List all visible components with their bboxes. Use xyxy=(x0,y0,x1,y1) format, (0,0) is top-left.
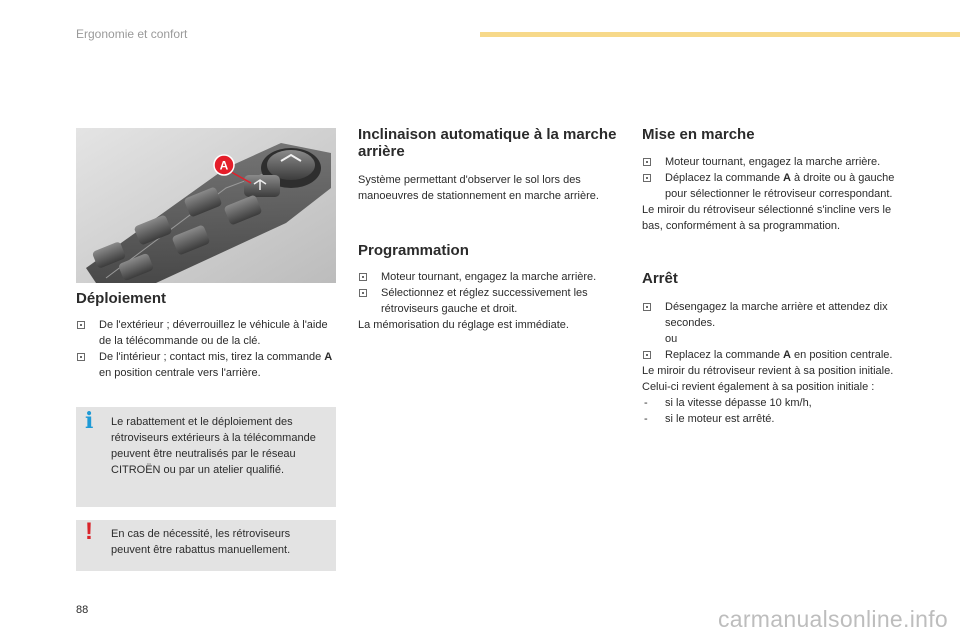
list-item: Déplacez la commande A à droite ou à gauche pour sélectionner le rétroviseur correspondant. xyxy=(642,170,904,202)
warning-note-text: En cas de nécessité, les rétroviseurs peuvent être rabattus manuellement. xyxy=(111,528,291,556)
section-title-inclinaison: Inclinaison automatique à la marche arrière xyxy=(358,126,617,160)
running-header: Ergonomie et confort xyxy=(76,27,188,41)
checkbox-bullet-icon xyxy=(77,353,85,361)
column-right xyxy=(642,126,904,427)
info-note xyxy=(76,407,336,507)
section-title-programmation: Programmation xyxy=(358,242,469,259)
checkbox-bullet-icon xyxy=(643,351,651,359)
list-item: Moteur tournant, engagez la marche arrière. xyxy=(358,269,620,285)
callout-letter: A xyxy=(219,158,229,173)
programmation-footer: La mémorisation du réglage est immédiate. xyxy=(358,319,569,331)
section-title-deploiement: Déploiement xyxy=(76,290,167,307)
checkbox-bullet-icon xyxy=(643,174,651,182)
exclamation-icon: ! xyxy=(85,518,93,545)
mirror-control-photo xyxy=(76,128,336,283)
checkbox-bullet-icon xyxy=(359,273,367,281)
page-number: 88 xyxy=(76,604,89,616)
checkbox-bullet-icon xyxy=(643,303,651,311)
dash-item: - si le moteur est arrêté. xyxy=(644,413,775,425)
list-item: De l'intérieur ; contact mis, tirez la commande A en position centrale vers l'arrière. xyxy=(76,349,336,381)
or-text: ou xyxy=(665,333,678,345)
section-title-mise-en-marche: Mise en marche xyxy=(642,126,755,143)
section-deploiement xyxy=(76,290,336,381)
dash-marker: - xyxy=(644,413,648,425)
list-item: Désengagez la marche arrière et attendez dix secondes. xyxy=(642,299,904,331)
info-icon: i xyxy=(85,408,94,434)
info-note-text: Le rabattement et le déploiement des rétroviseurs extérieurs à la télécommande peuvent être neutralisés par le réseau CITROËN ou par un atelier qualifié. xyxy=(111,416,316,476)
dash-item: - si la vitesse dépasse 10 km/h, xyxy=(644,397,812,409)
inclinaison-body: Système permettant d'observer le sol lors des manoeuvres de stationnement en marche arrière. xyxy=(358,174,599,202)
list-item: Moteur tournant, engagez la marche arrière. xyxy=(642,154,904,170)
checkbox-bullet-icon xyxy=(77,321,85,329)
arret-footer-1: Le miroir du rétroviseur revient à sa position initiale. xyxy=(642,365,894,377)
column-middle xyxy=(358,126,620,333)
warning-note xyxy=(76,520,336,571)
mirror-selector-knob xyxy=(244,175,280,197)
arret-footer-2: Celui-ci revient également à sa position initiale : xyxy=(642,381,875,393)
mise-en-marche-footer: Le miroir du rétroviseur sélectionné s'incline vers le bas, conformément à sa programmation. xyxy=(642,204,892,232)
dash-marker: - xyxy=(644,397,648,409)
header-accent-bar xyxy=(480,32,960,37)
list-item: De l'extérieur ; déverrouillez le véhicule à l'aide de la télécommande ou de la clé. xyxy=(76,317,336,349)
watermark: carmanualsonline.info xyxy=(717,606,948,632)
checkbox-bullet-icon xyxy=(643,158,651,166)
list-item: Sélectionnez et réglez successivement les rétroviseurs gauche et droit. xyxy=(358,285,620,317)
section-title-arret: Arrêt xyxy=(642,270,678,287)
checkbox-bullet-icon xyxy=(359,289,367,297)
switch-panel-illustration xyxy=(76,128,336,283)
list-item: Replacez la commande A en position centrale. xyxy=(642,347,904,363)
